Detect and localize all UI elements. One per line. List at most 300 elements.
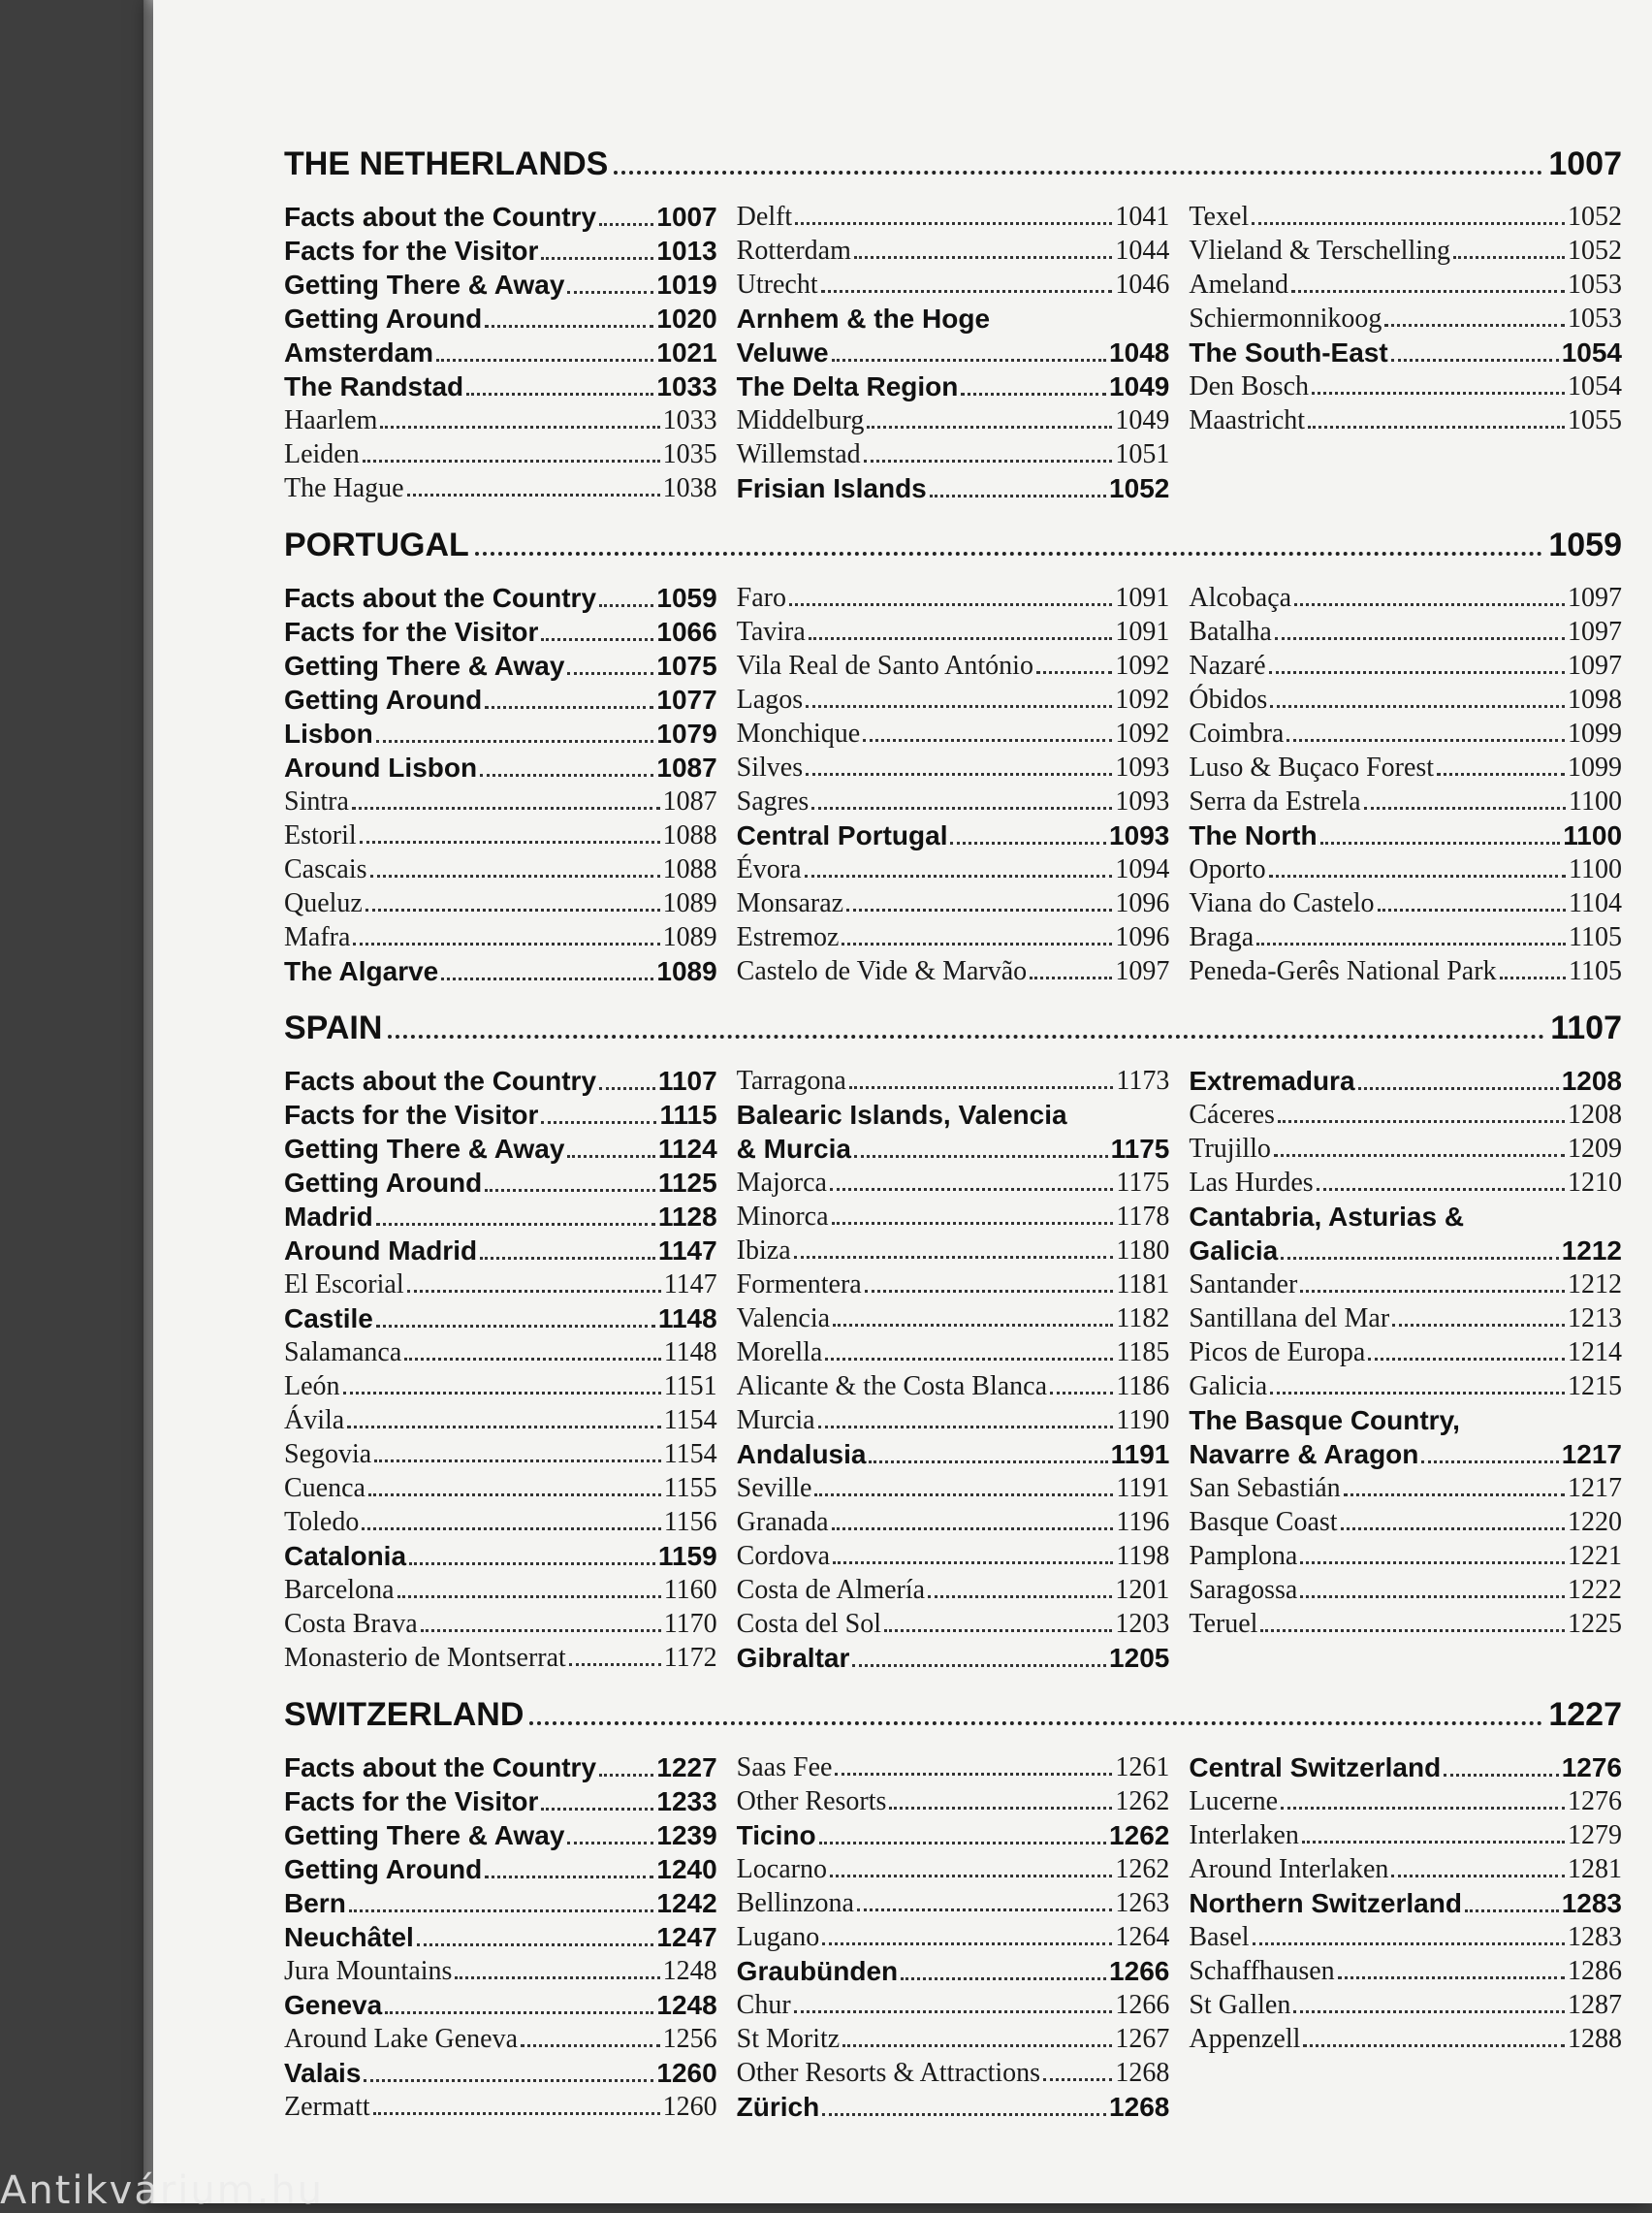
entry-page-number: 1217 (1568, 1473, 1623, 1503)
dot-leader (794, 2010, 1113, 2013)
entry-label: Peneda-Gerês National Park (1189, 956, 1497, 986)
toc-entry[interactable] (737, 1235, 1170, 1269)
entry-label: Tavira (736, 617, 806, 647)
toc-entry[interactable] (737, 1202, 1170, 1235)
entry-label: Tarragona (736, 1066, 846, 1096)
entry-label: Locarno (736, 1854, 827, 1884)
dot-leader (830, 1875, 1112, 1877)
toc-entry[interactable] (1189, 719, 1622, 753)
toc-entry[interactable] (284, 1134, 717, 1168)
toc-entry[interactable] (1189, 1922, 1622, 1956)
toc-entry[interactable] (284, 786, 717, 820)
toc-entry[interactable] (1189, 651, 1622, 685)
toc-entry[interactable] (284, 1269, 717, 1303)
toc-entry[interactable] (284, 888, 717, 922)
dot-leader (1391, 359, 1559, 362)
toc-entry[interactable] (284, 2024, 717, 2058)
dot-leader (347, 1426, 660, 1428)
toc-entry[interactable] (1189, 1439, 1622, 1473)
toc-entry[interactable] (737, 685, 1170, 719)
dot-leader (365, 909, 660, 912)
toc-entry[interactable] (284, 202, 717, 236)
toc-entry[interactable] (737, 1752, 1170, 1786)
country-page-number: 1059 (1548, 527, 1622, 563)
toc-entry[interactable] (284, 1235, 717, 1269)
toc-entry[interactable] (1189, 1541, 1622, 1575)
dot-leader (599, 223, 653, 226)
country-heading[interactable] (284, 527, 1622, 573)
toc-entry[interactable] (284, 1100, 717, 1134)
dot-leader (599, 604, 653, 607)
toc-entry[interactable] (284, 753, 717, 786)
toc-entry[interactable] (1189, 617, 1622, 651)
entry-label: Bellinzona (736, 1888, 854, 1918)
toc-entry[interactable] (284, 1922, 717, 1956)
toc-entry[interactable] (737, 473, 1170, 507)
dot-leader (1300, 1561, 1565, 1564)
toc-entry[interactable] (737, 1888, 1170, 1922)
entry-page-number: 1208 (1561, 1066, 1623, 1096)
toc-entry[interactable] (1189, 1202, 1622, 1235)
entry-label: Getting Around (284, 1168, 483, 1198)
toc-entry[interactable] (284, 956, 717, 990)
entry-label: Oporto (1189, 854, 1266, 884)
entry-page-number: 1178 (1116, 1202, 1170, 1232)
dot-leader (1303, 2044, 1565, 2047)
dot-leader (869, 1460, 1107, 1463)
toc-entry[interactable] (284, 304, 717, 337)
entry-label: Seville (736, 1473, 812, 1503)
toc-entry[interactable] (284, 2092, 717, 2126)
toc-entry[interactable] (1189, 405, 1622, 439)
dot-leader (480, 1257, 655, 1260)
toc-entry[interactable] (284, 1473, 717, 1507)
entry-page-number: 1044 (1115, 236, 1170, 266)
toc-entry[interactable] (284, 617, 717, 651)
toc-entry[interactable] (737, 371, 1170, 405)
entry-page-number: 1276 (1568, 1786, 1623, 1816)
toc-entry[interactable] (737, 753, 1170, 786)
entry-label: Lagos (736, 685, 804, 715)
toc-entry[interactable] (1189, 1888, 1622, 1922)
dot-leader (806, 705, 1112, 708)
toc-entry[interactable] (284, 1786, 717, 1820)
dot-leader (1384, 324, 1565, 327)
dot-leader (1320, 842, 1561, 845)
entry-label: Monasterio de Montserrat (284, 1643, 566, 1673)
toc-entry[interactable] (1189, 371, 1622, 405)
entry-label: Central Portugal (736, 820, 948, 850)
entry-page-number: 1013 (656, 236, 717, 266)
entry-label: The Delta Region (736, 371, 959, 401)
toc-entry[interactable] (284, 1507, 717, 1541)
entry-label: Cantabria, Asturias & (1189, 1202, 1465, 1232)
toc-entry[interactable] (1189, 1473, 1622, 1507)
dot-leader (466, 393, 653, 396)
entry-label: Toledo (284, 1507, 360, 1537)
toc-entry[interactable] (1189, 1956, 1622, 1990)
country-page-number: 1227 (1548, 1696, 1622, 1733)
toc-entry[interactable] (284, 583, 717, 617)
toc-entry[interactable] (284, 1303, 717, 1337)
entry-label: Évora (736, 854, 802, 884)
toc-entry[interactable] (737, 1168, 1170, 1202)
toc-entry[interactable] (284, 337, 717, 371)
toc-entry[interactable] (737, 1134, 1170, 1168)
entry-label: Haarlem (284, 405, 378, 435)
country-section (284, 1696, 1622, 2126)
dot-leader (864, 460, 1113, 463)
toc-entry[interactable] (737, 922, 1170, 956)
entry-page-number: 1266 (1115, 1990, 1170, 2020)
entry-label: Around Interlaken (1189, 1854, 1389, 1884)
entry-page-number: 1093 (1109, 820, 1170, 850)
toc-entry[interactable] (737, 1643, 1170, 1677)
country-heading[interactable] (284, 1010, 1622, 1056)
entry-page-number: 1093 (1115, 753, 1170, 783)
entry-label: Other Resorts & Attractions (736, 2058, 1041, 2088)
toc-entry[interactable] (737, 617, 1170, 651)
toc-entry[interactable] (737, 2058, 1170, 2092)
toc-entry[interactable] (737, 719, 1170, 753)
dot-leader (485, 1876, 653, 1878)
entry-page-number: 1210 (1568, 1168, 1623, 1198)
toc-entry[interactable] (737, 236, 1170, 270)
toc-entry[interactable] (284, 405, 717, 439)
toc-entry[interactable] (1189, 820, 1622, 854)
entry-page-number: 1276 (1561, 1752, 1623, 1782)
toc-entry[interactable] (284, 1752, 717, 1786)
entry-label: Monchique (736, 719, 861, 749)
toc-entry[interactable] (284, 1202, 717, 1235)
toc-entry[interactable] (284, 1575, 717, 1609)
toc-entry[interactable] (737, 854, 1170, 888)
dot-leader (852, 1664, 1106, 1667)
dot-leader (353, 943, 659, 946)
toc-entry[interactable] (284, 685, 717, 719)
toc-entry[interactable] (284, 236, 717, 270)
dot-leader (1293, 2010, 1565, 2013)
dot-leader (809, 637, 1113, 640)
entry-page-number: 1049 (1109, 371, 1170, 401)
toc-entry[interactable] (284, 1337, 717, 1371)
entry-page-number: 1148 (663, 1337, 717, 1367)
entry-page-number: 1198 (1116, 1541, 1170, 1571)
entry-page-number: 1038 (662, 473, 717, 503)
toc-entry[interactable] (284, 1405, 717, 1439)
toc-entry[interactable] (737, 651, 1170, 685)
toc-entry[interactable] (737, 202, 1170, 236)
toc-entry[interactable] (1189, 583, 1622, 617)
entry-page-number: 1124 (657, 1134, 717, 1164)
toc-entry[interactable] (1189, 1303, 1622, 1337)
toc-entry[interactable] (1189, 1134, 1622, 1168)
entry-page-number: 1262 (1115, 1786, 1170, 1816)
toc-entry[interactable] (737, 405, 1170, 439)
toc-entry[interactable] (737, 1990, 1170, 2024)
toc-entry[interactable] (737, 1371, 1170, 1405)
toc-entry[interactable] (737, 888, 1170, 922)
entry-page-number: 1125 (657, 1168, 717, 1198)
dot-leader (1344, 1493, 1565, 1496)
dot-leader (930, 495, 1106, 497)
entry-label: Graubünden (736, 1956, 899, 1986)
entry-label: Vila Real de Santo António (736, 651, 1033, 681)
toc-entry[interactable] (1189, 1609, 1622, 1643)
entry-page-number: 1248 (662, 1956, 717, 1986)
toc-entry[interactable] (284, 1854, 717, 1888)
toc-entry[interactable] (737, 1439, 1170, 1473)
dot-leader (867, 426, 1112, 429)
dot-leader (567, 672, 653, 675)
dot-leader (374, 1459, 660, 1462)
entry-label: Cascais (284, 854, 367, 884)
toc-entry[interactable] (737, 439, 1170, 473)
entry-label: Getting Around (284, 304, 483, 334)
toc-entry[interactable] (737, 1956, 1170, 1990)
toc-entry[interactable] (1189, 1990, 1622, 2024)
toc-entry[interactable] (284, 1990, 717, 2024)
toc-entry[interactable] (284, 1820, 717, 1854)
toc-entry[interactable] (284, 1643, 717, 1677)
toc-entry[interactable] (737, 1575, 1170, 1609)
toc-entry[interactable] (737, 2092, 1170, 2126)
toc-entry[interactable] (737, 1303, 1170, 1337)
dot-leader (1465, 1909, 1559, 1912)
dot-leader (455, 1976, 659, 1979)
dot-leader (1378, 909, 1567, 912)
dot-leader (825, 1358, 1113, 1361)
toc-entry[interactable] (737, 820, 1170, 854)
entry-label: Gibraltar (736, 1643, 850, 1673)
dot-leader (1275, 637, 1565, 640)
country-heading[interactable] (284, 145, 1622, 192)
entry-label: Appenzell (1189, 2024, 1301, 2054)
toc-entry[interactable] (1189, 1337, 1622, 1371)
toc-entry[interactable] (737, 1609, 1170, 1643)
entry-page-number: 1115 (659, 1100, 717, 1130)
entry-page-number: 1099 (1568, 719, 1623, 749)
toc-entry[interactable] (1189, 1405, 1622, 1439)
entry-page-number: 1033 (656, 371, 717, 401)
toc-entry[interactable] (284, 473, 717, 507)
toc-entry[interactable] (1189, 753, 1622, 786)
toc-entry[interactable] (1189, 1371, 1622, 1405)
entry-label: Geneva (284, 1990, 383, 2020)
toc-entry[interactable] (737, 304, 1170, 337)
entry-label: Monsaraz (736, 888, 844, 918)
entry-label: Pamplona (1189, 1541, 1298, 1571)
dot-leader (806, 773, 1112, 776)
toc-entry[interactable] (284, 371, 717, 405)
toc-entry[interactable] (737, 1820, 1170, 1854)
dot-leader (409, 1562, 655, 1565)
entry-page-number: 1096 (1115, 888, 1170, 918)
toc-entry[interactable] (284, 1609, 717, 1643)
entry-label: Amsterdam (284, 337, 434, 368)
entry-label: Rotterdam (736, 236, 851, 266)
entry-page-number: 1172 (663, 1643, 717, 1673)
dot-leader (541, 1121, 656, 1124)
entry-label: Facts about the Country (284, 1752, 597, 1782)
toc-entry[interactable] (1189, 337, 1622, 371)
toc-entry[interactable] (284, 1888, 717, 1922)
entry-page-number: 1262 (1109, 1820, 1170, 1850)
entry-page-number: 1191 (1110, 1439, 1170, 1469)
entry-page-number: 1046 (1115, 270, 1170, 300)
toc-entry[interactable] (737, 337, 1170, 371)
dot-leader (1270, 705, 1565, 708)
country-page-number: 1007 (1548, 145, 1622, 182)
entry-page-number: 1100 (1569, 854, 1623, 884)
toc-entry[interactable] (1189, 1168, 1622, 1202)
toc-entry[interactable] (284, 1066, 717, 1100)
entry-page-number: 1021 (656, 337, 717, 368)
dot-leader (376, 1223, 655, 1226)
toc-entry[interactable] (284, 719, 717, 753)
toc-entry[interactable] (284, 439, 717, 473)
toc-entry[interactable] (1189, 1854, 1622, 1888)
entry-page-number: 1147 (663, 1269, 717, 1299)
toc-entry[interactable] (284, 1956, 717, 1990)
toc-entry[interactable] (284, 1439, 717, 1473)
dot-leader (1270, 1392, 1565, 1395)
toc-entry[interactable] (737, 583, 1170, 617)
entry-page-number: 1268 (1109, 2092, 1170, 2122)
toc-entry[interactable] (737, 1337, 1170, 1371)
toc-entry[interactable] (1189, 854, 1622, 888)
entry-page-number: 1051 (1115, 439, 1170, 469)
dot-leader (1050, 1392, 1113, 1395)
toc-entry[interactable] (1189, 1786, 1622, 1820)
dot-leader (1253, 1942, 1565, 1945)
entry-page-number: 1088 (662, 820, 717, 850)
toc-entry[interactable] (1189, 304, 1622, 337)
entry-page-number: 1170 (663, 1609, 717, 1639)
toc-entry[interactable] (1189, 956, 1622, 990)
dot-leader (832, 359, 1106, 362)
toc-entry[interactable] (1189, 922, 1622, 956)
dot-leader (854, 256, 1112, 259)
entry-page-number: 1154 (663, 1439, 717, 1469)
toc-entry[interactable] (737, 270, 1170, 304)
toc-entry[interactable] (737, 1786, 1170, 1820)
dot-leader (376, 740, 654, 743)
entry-label: Basque Coast (1189, 1507, 1338, 1537)
entry-page-number: 1267 (1115, 2024, 1170, 2054)
entry-label: Facts about the Country (284, 202, 597, 232)
toc-entry[interactable] (284, 270, 717, 304)
toc-entry[interactable] (737, 2024, 1170, 2058)
entry-label: Costa del Sol (736, 1609, 882, 1639)
toc-entry[interactable] (1189, 1820, 1622, 1854)
toc-entry[interactable] (1189, 1507, 1622, 1541)
dot-leader (370, 875, 660, 878)
toc-entry[interactable] (737, 1507, 1170, 1541)
entry-label: The Hague (284, 473, 404, 503)
toc-entry[interactable] (1189, 2024, 1622, 2058)
toc-entry[interactable] (1189, 1752, 1622, 1786)
toc-entry[interactable] (737, 1066, 1170, 1100)
entry-page-number: 1092 (1115, 719, 1170, 749)
dot-leader (854, 1155, 1108, 1158)
dot-leader (1030, 977, 1112, 979)
toc-entry[interactable] (1189, 270, 1622, 304)
dot-leader (485, 706, 653, 709)
entry-label: Texel (1189, 202, 1250, 232)
toc-entry[interactable] (284, 1371, 717, 1405)
entry-label: Picos de Europa (1189, 1337, 1366, 1367)
entry-page-number: 1055 (1568, 405, 1623, 435)
toc-entry[interactable] (284, 922, 717, 956)
toc-entry[interactable] (737, 1269, 1170, 1303)
country-heading[interactable] (284, 1696, 1622, 1743)
dot-leader (1421, 1460, 1558, 1463)
toc-entry[interactable] (737, 1473, 1170, 1507)
toc-entry[interactable] (1189, 1100, 1622, 1134)
entry-columns (284, 583, 1622, 990)
entry-label: Viana do Castelo (1189, 888, 1375, 918)
country-name: SPAIN (284, 1010, 383, 1046)
entry-page-number: 1215 (1568, 1371, 1623, 1401)
entry-label: Galicia (1189, 1235, 1279, 1266)
toc-entry[interactable] (737, 956, 1170, 990)
toc-entry[interactable] (1189, 1235, 1622, 1269)
dot-leader (822, 1942, 1112, 1945)
dot-leader (1043, 2078, 1112, 2081)
toc-entry[interactable] (1189, 202, 1622, 236)
entry-page-number: 1191 (1116, 1473, 1170, 1503)
toc-entry[interactable] (1189, 1269, 1622, 1303)
toc-entry[interactable] (737, 1922, 1170, 1956)
dot-leader (599, 1774, 653, 1777)
entry-label: Getting There & Away (284, 270, 565, 300)
dot-leader (889, 1807, 1112, 1810)
toc-entry[interactable] (284, 1168, 717, 1202)
toc-entry[interactable] (284, 651, 717, 685)
toc-entry[interactable] (737, 1405, 1170, 1439)
toc-entry[interactable] (737, 1100, 1170, 1134)
dot-leader (1291, 290, 1565, 293)
toc-entry[interactable] (284, 2058, 717, 2092)
entry-column (284, 1066, 717, 1677)
entry-label: Vlieland & Terschelling (1189, 236, 1451, 266)
entry-column (1189, 202, 1622, 507)
dot-leader (362, 1527, 660, 1530)
dot-leader (407, 494, 660, 497)
dot-leader (567, 291, 653, 294)
entry-label: Den Bosch (1189, 371, 1309, 401)
toc-entry[interactable] (1189, 236, 1622, 270)
toc-entry[interactable] (737, 1854, 1170, 1888)
toc-entry[interactable] (284, 854, 717, 888)
toc-entry[interactable] (1189, 685, 1622, 719)
toc-entry[interactable] (1189, 786, 1622, 820)
country-name: THE NETHERLANDS (284, 145, 609, 182)
toc-entry[interactable] (1189, 888, 1622, 922)
toc-entry[interactable] (284, 820, 717, 854)
entry-page-number: 1283 (1561, 1888, 1623, 1918)
entry-label: Ticino (736, 1820, 816, 1850)
toc-entry[interactable] (737, 786, 1170, 820)
entry-page-number: 1052 (1568, 236, 1623, 266)
toc-entry[interactable] (1189, 1575, 1622, 1609)
toc-entry[interactable] (737, 1541, 1170, 1575)
toc-entry[interactable] (1189, 1066, 1622, 1100)
entry-page-number: 1213 (1568, 1303, 1623, 1333)
toc-entry[interactable] (284, 1541, 717, 1575)
entry-label: Valais (284, 2058, 362, 2088)
